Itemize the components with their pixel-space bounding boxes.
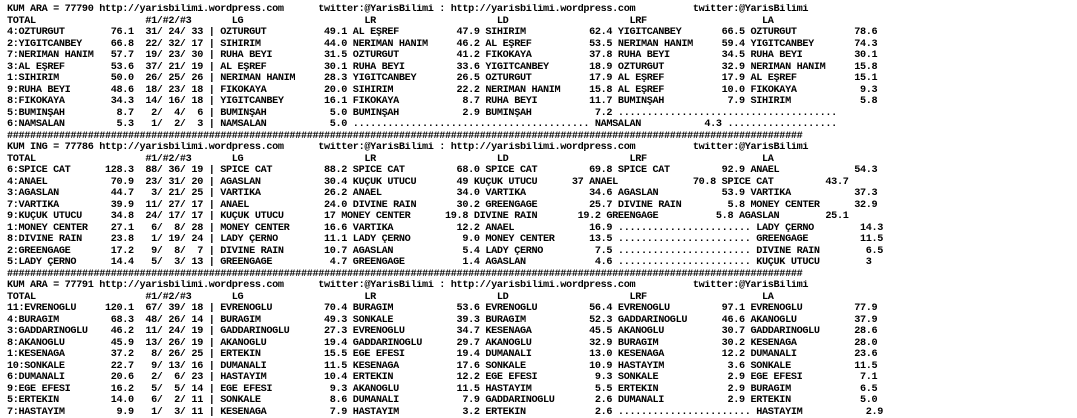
horse-row: 9:KÜÇÜK ÜTÜCÜ 34.8 24/ 17/ 17 | KÜÇÜK ÜTÜCÜ 17 MONEY CENTER 19.8 DIVINE RAIN 19.2 GREENGAGE 5.8 AĞASLAN 25.1 bbox=[7, 211, 1073, 223]
horse-row: 6:NAMSALAN 5.3 1/ 2/ 3 | NAMSALAN 5.0 ......................................... NAMSALAN 4.3 ................... bbox=[7, 119, 1073, 131]
horse-row: 7:HASTAYIM 9.9 1/ 3/ 11 | KESENAĞA 7.9 HASTAYIM 3.2 ERTEKİN 2.6 ....................... HASTAYIM 2.9 bbox=[7, 407, 1073, 418]
horse-row: 10:SONKALE 22.7 9/ 13/ 16 | DUMANALİ 11.5 KESENAĞA 17.6 SONKALE 10.9 HASTAYIM 3.6 SONKALE 11.5 bbox=[7, 361, 1073, 373]
horse-row: 4:ÖZTURGUT 76.1 31/ 24/ 33 | ÖZTURGUT 49.1 AL EŞREF 47.9 SİHİRİM 62.4 YİĞİTCANBEY 66.5 ÖZTURGUT 78.6 bbox=[7, 27, 1073, 39]
horse-row: 3:GADDARINOĞLU 46.2 11/ 24/ 19 | GADDARINOĞLU 27.3 EVRENOĞLU 34.7 KESENAĞA 45.5 AKANOĞLU 30.7 GADDARINOĞLU 28.6 bbox=[7, 326, 1073, 338]
horse-row: 1:KESENAĞA 37.2 8/ 26/ 25 | ERTEKİN 15.5 EGE EFESİ 19.4 DUMANALİ 13.0 KESENAĞA 12.2 DUMANALİ 23.6 bbox=[7, 349, 1073, 361]
horse-row: 3:AĞASLAN 44.7 3/ 21/ 25 | VARTİKA 26.2 ANAEL 34.0 VARTİKA 34.6 AĞASLAN 53.9 VARTİKA 37.3 bbox=[7, 188, 1073, 200]
horse-row: 1:MONEY CENTER 27.1 6/ 8/ 28 | MONEY CENTER 16.6 VARTİKA 12.2 ANAEL 16.9 ....................... LADY ÇERNO 14.3 bbox=[7, 223, 1073, 235]
column-header-line: TOTAL #1/#2/#3 LG LR LD LRF LA bbox=[7, 16, 1073, 28]
horse-row: 4:BURAĞIM 68.3 48/ 26/ 14 | BURAĞIM 49.3 SONKALE 39.3 BURAĞIM 52.3 GADDARINOĞLU 46.6 AKANOĞLU 37.9 bbox=[7, 315, 1073, 327]
horse-row: 2:GREENGAGE 17.2 9/ 8/ 7 | DIVINE RAIN 10.7 AĞASLAN 5.4 LADY ÇERNO 7.5 ....................... DIVINE RAIN 6.5 bbox=[7, 246, 1073, 258]
horse-row: 7:VARTİKA 39.9 11/ 27/ 17 | ANAEL 24.0 DIVINE RAIN 30.2 GREENGAGE 25.7 DIVINE RAIN 5.8 MONEY CENTER 32.9 bbox=[7, 200, 1073, 212]
column-header-line: TOTAL #1/#2/#3 LG LR LD LRF LA bbox=[7, 292, 1073, 304]
horse-row: 8:FİKOKAYA 34.3 14/ 16/ 18 | YİĞİTCANBEY 16.1 FİKOKAYA 8.7 RUHA BEYİ 11.7 BUMİNŞAH 7.9 SİHİRİM 5.8 bbox=[7, 96, 1073, 108]
horse-row: 8:AKANOĞLU 45.9 13/ 26/ 19 | AKANOĞLU 19.4 GADDARINOĞLU 29.7 AKANOĞLU 32.9 BURAĞIM 30.2 KESENAĞA 28.0 bbox=[7, 338, 1073, 350]
horse-row: 5:LADY ÇERNO 14.4 5/ 3/ 13 | GREENGAGE 4.7 GREENGAGE 1.4 AĞASLAN 4.6 ....................... KÜÇÜK ÜTÜCÜ 3 bbox=[7, 257, 1073, 269]
horse-row: 11:EVRENOĞLU 120.1 67/ 39/ 18 | EVRENOĞLU 70.4 BURAĞIM 53.6 EVRENOĞLU 56.4 EVRENOĞLU 97.1 EVRENOĞLU 77.9 bbox=[7, 303, 1073, 315]
race-header-line: KUM ARA = 77790 http://yarisbilimi.wordpress.com twitter:@YarisBilimi : http://yarisbilimi.wordpress.com twitter:@YarisBilimi bbox=[7, 4, 1073, 16]
race-header-line: KUM ARA = 77791 http://yarisbilimi.wordpress.com twitter:@YarisBilimi : http://yarisbilimi.wordpress.com twitter:@YarisBilimi bbox=[7, 280, 1073, 292]
horse-row: 3:AL EŞREF 53.6 37/ 21/ 19 | AL EŞREF 30.1 RUHA BEYİ 33.6 YİĞİTCANBEY 18.9 ÖZTURGUT 32.9 NERİMAN HANIM 15.8 bbox=[7, 62, 1073, 74]
horse-row: 5:ERTEKİN 14.0 6/ 2/ 11 | SONKALE 8.6 DUMANALİ 7.9 GADDARINOĞLU 2.6 DUMANALİ 2.9 ERTEKİN 5.0 bbox=[7, 395, 1073, 407]
horse-row: 1:SİHİRİM 50.0 26/ 25/ 26 | NERİMAN HANIM 28.3 YİĞİTCANBEY 26.5 ÖZTURGUT 17.9 AL EŞREF 17.9 AL EŞREF 15.1 bbox=[7, 73, 1073, 85]
race-header-line: KUM ING = 77786 http://yarisbilimi.wordpress.com twitter:@YarisBilimi : http://yarisbilimi.wordpress.com twitter:@YarisBilimi bbox=[7, 142, 1073, 154]
race-report-document bbox=[7, 4, 1073, 418]
horse-row: 2:YİĞİTCANBEY 66.8 22/ 32/ 17 | SİHİRİM 44.0 NERİMAN HANIM 46.2 AL EŞREF 53.5 NERİMAN HANIM 59.4 YİĞİTCANBEY 74.3 bbox=[7, 39, 1073, 51]
horse-row: 6:DUMANALİ 20.6 2/ 6/ 23 | HASTAYIM 10.4 ERTEKİN 12.2 EGE EFESİ 9.3 SONKALE 2.9 EGE EFESİ 7.1 bbox=[7, 372, 1073, 384]
section-divider: ########################################################################################################################################## bbox=[7, 131, 1073, 143]
section-divider: ########################################################################################################################################## bbox=[7, 269, 1073, 281]
horse-row: 9:EGE EFESİ 16.2 5/ 5/ 14 | EGE EFESİ 9.3 AKANOĞLU 11.5 HASTAYIM 5.5 ERTEKİN 2.9 BURAĞIM 6.5 bbox=[7, 384, 1073, 396]
horse-row: 9:RUHA BEYİ 48.6 18/ 23/ 18 | FİKOKAYA 20.0 SİHİRİM 22.2 NERİMAN HANIM 15.8 AL EŞREF 10.0 FİKOKAYA 9.3 bbox=[7, 85, 1073, 97]
horse-row: 4:ANAEL 70.9 23/ 31/ 20 | AĞASLAN 30.4 KÜÇÜK ÜTÜCÜ 49 KÜÇÜK ÜTÜCÜ 37 ANAEL 70.8 SPICE CAT 43.7 bbox=[7, 177, 1073, 189]
horse-row: 8:DIVINE RAIN 23.8 1/ 19/ 24 | LADY ÇERNO 11.1 LADY ÇERNO 9.0 MONEY CENTER 13.5 ....................... GREENGAGE 11.5 bbox=[7, 234, 1073, 246]
column-header-line: TOTAL #1/#2/#3 LG LR LD LRF LA bbox=[7, 154, 1073, 166]
horse-row: 6:SPICE CAT 128.3 88/ 36/ 19 | SPICE CAT 88.2 SPICE CAT 68.0 SPICE CAT 69.8 SPICE CAT 92.9 ANAEL 54.3 bbox=[7, 165, 1073, 177]
horse-row: 5:BUMİNŞAH 8.7 2/ 4/ 6 | BUMİNŞAH 5.0 BUMİNŞAH 2.9 BUMİNŞAH 7.2 ...................................... bbox=[7, 108, 1073, 120]
horse-row: 7:NERİMAN HANIM 57.7 19/ 23/ 30 | RUHA BEYİ 31.5 ÖZTURGUT 41.2 FİKOKAYA 37.8 RUHA BEYİ 34.5 RUHA BEYİ 30.1 bbox=[7, 50, 1073, 62]
